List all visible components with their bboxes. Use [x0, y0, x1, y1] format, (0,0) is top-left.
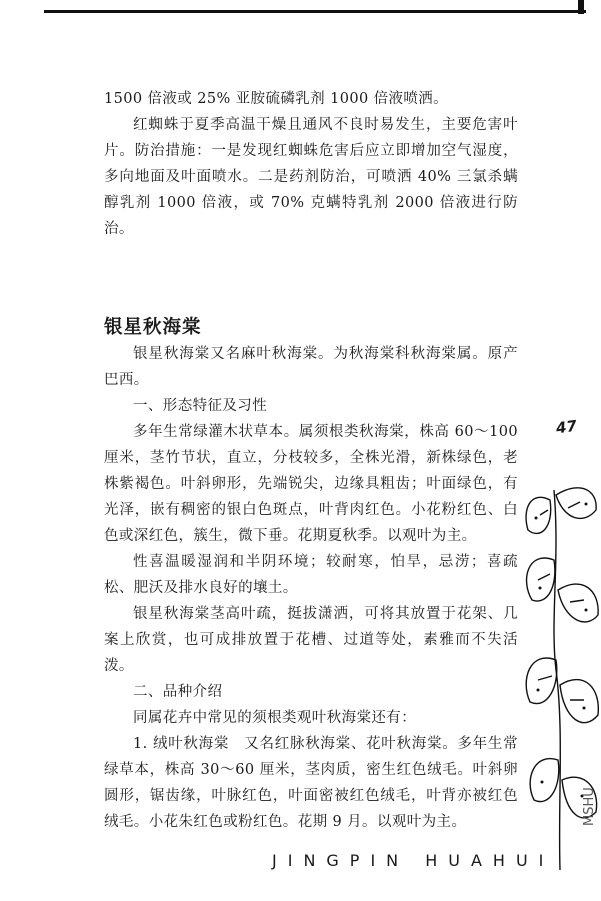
watermark: MSHU: [582, 787, 597, 826]
footer-series-title: JINGPIN HUAHUI: [272, 851, 555, 870]
mite-paragraph: 红蜘蛛于夏季高温干燥且通风不良时易发生，主要危害叶片。防治措施：一是发现红蜘蛛危害后应立即增加空气湿度，多向地面及叶面喷水。二是药剂防治，可喷洒 40% 三氯杀螨醇乳剂 1000 倍液，或 70% 克螨特乳剂 2000 倍液进行防治。: [104, 117, 518, 237]
section-title: 银星秋海棠: [104, 317, 202, 338]
top-rule-tick: [578, 0, 584, 14]
intro-continuation: 1500 倍液或 25% 亚胺硫磷乳剂 1000 倍液喷洒。: [104, 91, 449, 107]
habit-paragraph: 性喜温暖湿润和半阴环境；较耐寒，怕旱，忌涝；喜疏松、肥沃及排水良好的壤土。: [104, 554, 518, 596]
variety-1-paragraph: 1. 绒叶秋海棠 又名红脉秋海棠、花叶秋海棠。多年生常绿草本，株高 30～60 厘米，茎肉质，密生红色绒毛。叶斜卵圆形，锯齿缘，叶脉红色，叶面密被红色绒毛，叶背亦被红色绒毛。小花朱红色或粉红色。花期 9 月。以观叶为主。: [104, 736, 518, 830]
variety-intro: 同属花卉中常见的须根类观叶秋海棠还有：: [133, 710, 417, 726]
section-intro: 银星秋海棠又名麻叶秋海棠。为秋海棠科秋海棠属。原产巴西。: [104, 346, 518, 388]
page-number: 47: [554, 416, 579, 438]
section-body: [104, 341, 518, 835]
morphology-paragraph: 多年生常绿灌木状草本。属须根类秋海棠，株高 60～100 厘米，茎竹节状，直立，分枝较多，全株光滑，新株绿色，老株紫褐色。叶斜卵形，先端锐尖，边缘具粗齿；叶面绿色，有光泽，嵌有稠密的银白色斑点，叶背肉红色。小花粉红色、白色或深红色，簇生，微下垂。花期夏秋季。以观叶为主。: [104, 424, 518, 544]
use-paragraph: 银星秋海棠茎高叶疏，挺拔潇洒，可将其放置于花架、几案上欣赏，也可成排放置于花槽、过道等处，素雅而不失活泼。: [104, 606, 518, 674]
subheading-varieties: 二、品种介绍: [133, 684, 223, 700]
subheading-morphology: 一、形态特征及习性: [133, 398, 268, 414]
intro-block: [104, 86, 518, 242]
top-rule: [44, 10, 586, 13]
